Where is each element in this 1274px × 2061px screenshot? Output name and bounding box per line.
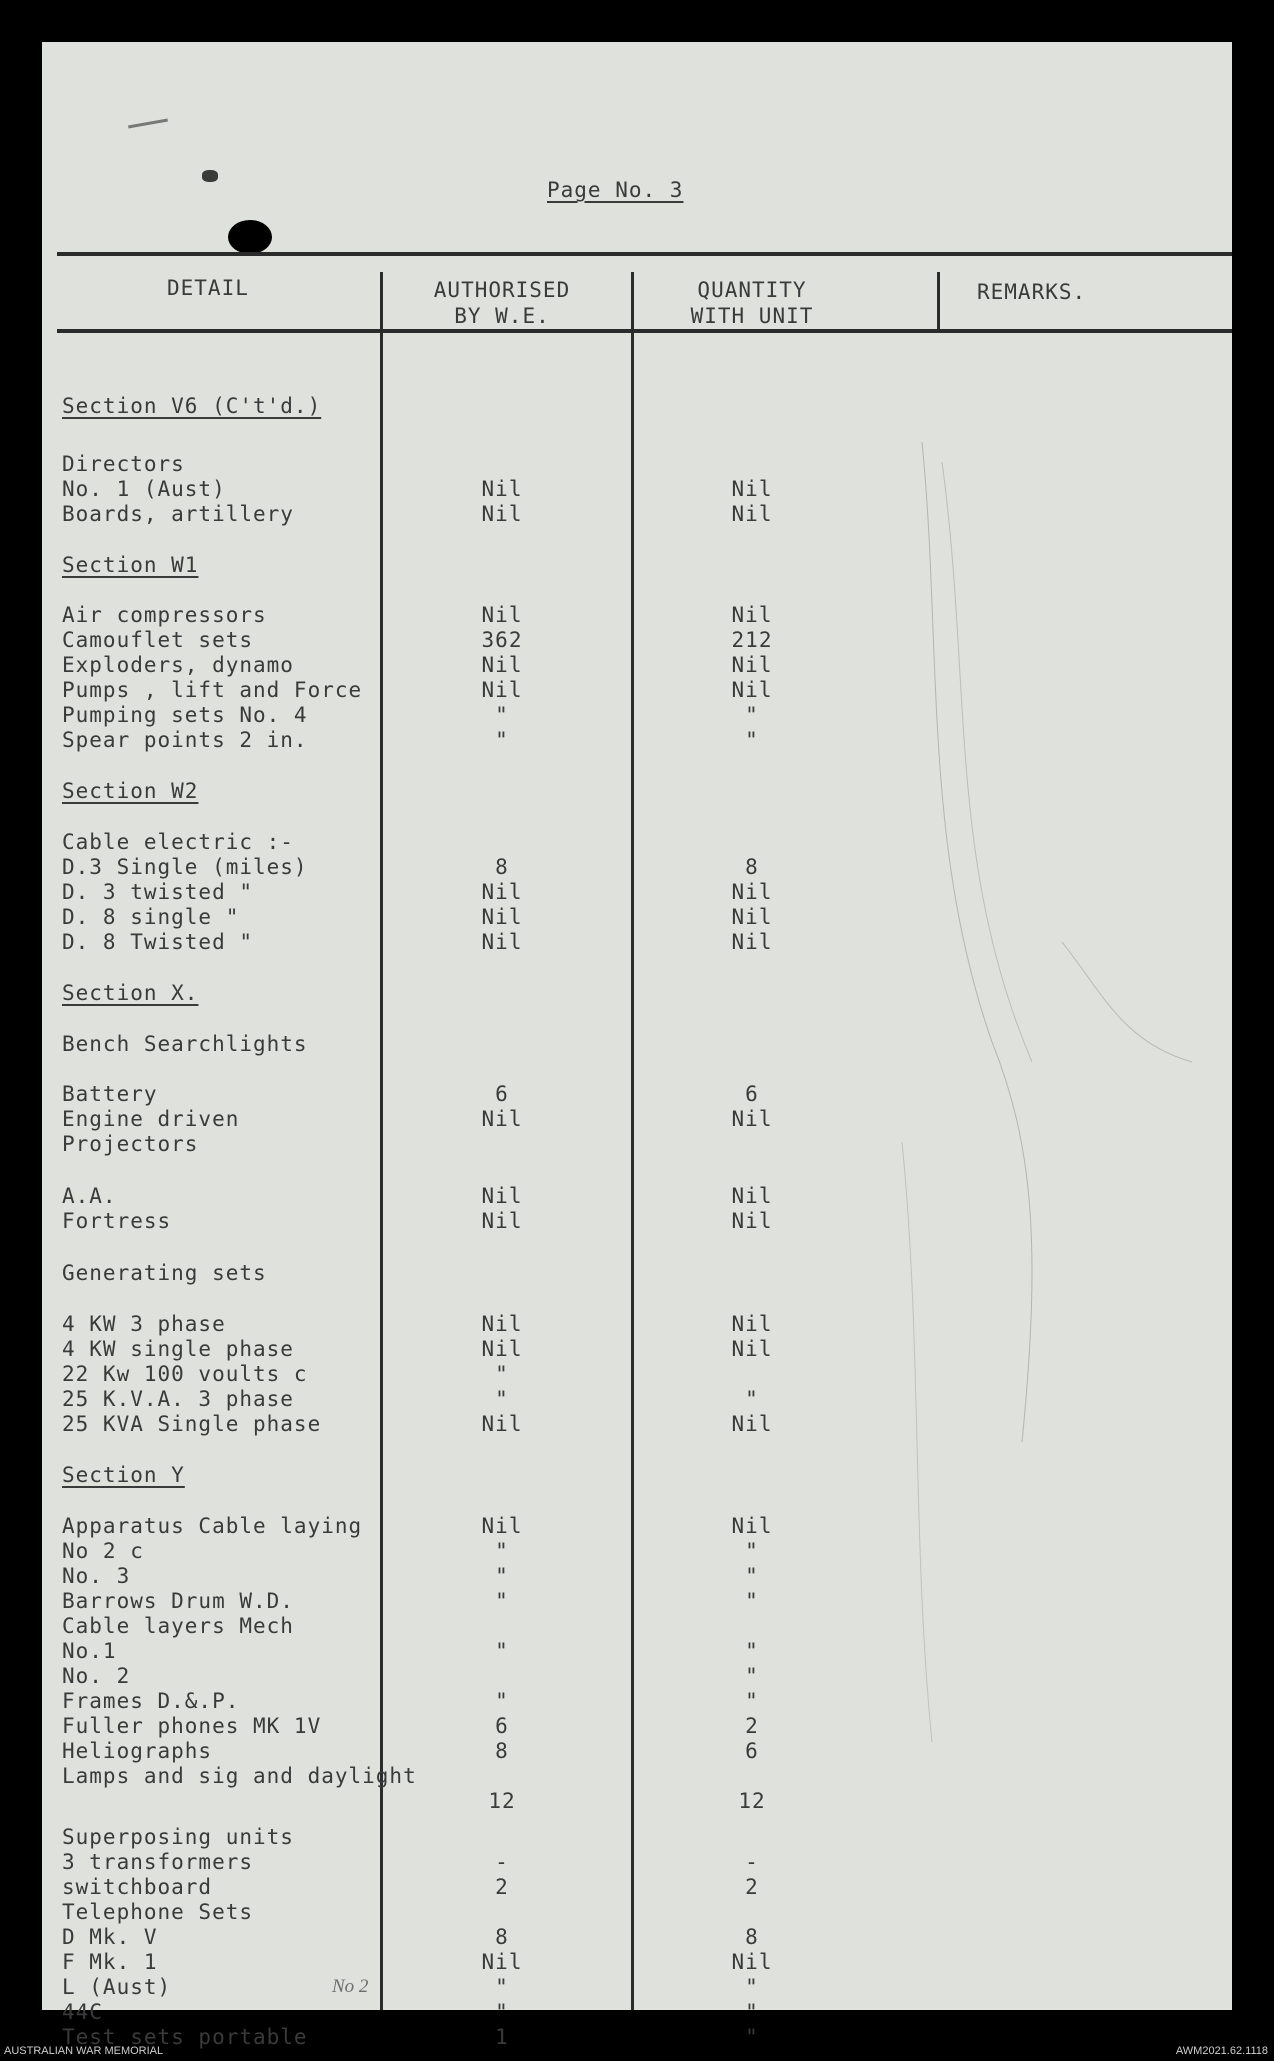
quantity-value: Nil <box>731 502 773 526</box>
authorised-value: Nil <box>481 1950 523 1974</box>
item-label: Air compressors <box>62 603 267 627</box>
quantity-value: Nil <box>731 1950 773 1974</box>
quantity-value: 212 <box>731 628 773 652</box>
quantity-value: Nil <box>731 603 773 627</box>
item-label: Generating sets <box>62 1261 267 1285</box>
quantity-value: Nil <box>731 1514 773 1538</box>
item-label: Heliographs <box>62 1739 213 1763</box>
item-label: Frames D.&.P. <box>62 1689 240 1713</box>
authorised-value: Nil <box>481 1514 523 1538</box>
quantity-value: 2 <box>745 1714 759 1738</box>
quantity-value: Nil <box>731 880 773 904</box>
authorised-value: Nil <box>481 603 523 627</box>
authorised-value: Nil <box>481 1337 523 1361</box>
authorised-value: Nil <box>481 930 523 954</box>
authorised-value: " <box>495 1589 509 1613</box>
quantity-value: " <box>745 2025 759 2049</box>
section-heading: Section Y <box>62 1463 185 1487</box>
quantity-value: " <box>745 1387 759 1411</box>
quantity-value: 2 <box>745 1875 759 1899</box>
item-label: Pumping sets No. 4 <box>62 703 308 727</box>
item-label: Superposing units <box>62 1825 294 1849</box>
quantity-value: Nil <box>731 930 773 954</box>
item-label: 3 transformers <box>62 1850 254 1874</box>
authorised-value: Nil <box>481 678 523 702</box>
quantity-value: 12 <box>738 1789 766 1813</box>
item-label: No 2 c <box>62 1539 144 1563</box>
authorised-value: 6 <box>495 1714 509 1738</box>
item-label: Projectors <box>62 1132 199 1156</box>
item-label: A.A. <box>62 1184 117 1208</box>
authorised-value: 12 <box>488 1789 516 1813</box>
item-label: Fortress <box>62 1209 172 1233</box>
handwritten-note: No 2 <box>332 1976 369 1997</box>
item-label: Apparatus Cable laying <box>62 1514 363 1538</box>
item-label: Engine driven <box>62 1107 240 1131</box>
authorised-value: " <box>495 1539 509 1563</box>
item-label: No. 2 <box>62 1664 131 1688</box>
quantity-value: Nil <box>731 1184 773 1208</box>
item-label: Barrows Drum W.D. <box>62 1589 294 1613</box>
quantity-value: - <box>745 1850 759 1874</box>
item-label: No. 3 <box>62 1564 131 1588</box>
authorised-header: BY W.E. <box>454 304 550 328</box>
authorised-value: " <box>495 1689 509 1713</box>
authorised-value: Nil <box>481 1412 523 1436</box>
footer-right: AWM2021.62.1118 <box>1175 2045 1268 2057</box>
item-label: switchboard <box>62 1875 213 1899</box>
authorised-header: AUTHORISED <box>433 278 571 302</box>
section-heading: Section V6 (C't'd.) <box>62 394 322 418</box>
authorised-value: Nil <box>481 1312 523 1336</box>
item-label: D Mk. V <box>62 1925 158 1949</box>
quantity-value: Nil <box>731 1209 773 1233</box>
footer-left: AUSTRALIAN WAR MEMORIAL <box>4 2045 164 2057</box>
item-label: Battery <box>62 1082 158 1106</box>
quantity-value: Nil <box>731 905 773 929</box>
authorised-value: Nil <box>481 477 523 501</box>
item-label: L (Aust) <box>62 1975 172 1999</box>
item-label: No.1 <box>62 1639 117 1663</box>
authorised-value: - <box>495 1850 509 1874</box>
quantity-value: Nil <box>731 1337 773 1361</box>
authorised-value: " <box>495 1639 509 1663</box>
authorised-value: 8 <box>495 855 509 879</box>
document-page <box>42 42 1232 2049</box>
authorised-value: " <box>495 1975 509 1999</box>
item-label: D. 8 Twisted " <box>62 930 254 954</box>
authorised-value: 8 <box>495 1925 509 1949</box>
quantity-value: " <box>745 1589 759 1613</box>
quantity-value: 6 <box>745 1739 759 1763</box>
quantity-value: " <box>745 703 759 727</box>
authorised-value: Nil <box>481 905 523 929</box>
quantity-header: WITH UNIT <box>690 304 814 328</box>
authorised-value: 6 <box>495 1082 509 1106</box>
item-label: Lamps and sig and daylight <box>62 1764 417 1788</box>
authorised-value: " <box>495 728 509 752</box>
item-label: Boards, artillery <box>62 502 294 526</box>
quantity-value: Nil <box>731 1312 773 1336</box>
item-label: Fuller phones MK 1V <box>62 1714 322 1738</box>
quantity-value: Nil <box>731 1107 773 1131</box>
authorised-value: " <box>495 1387 509 1411</box>
section-heading: Section W1 <box>62 553 199 577</box>
authorised-value: Nil <box>481 1209 523 1233</box>
authorised-value: Nil <box>481 1107 523 1131</box>
quantity-value: " <box>745 1664 759 1688</box>
item-label: D. 3 twisted " <box>62 880 254 904</box>
item-label: 22 Kw 100 voults c <box>62 1362 308 1386</box>
quantity-value: Nil <box>731 678 773 702</box>
quantity-header: QUANTITY <box>697 278 807 302</box>
quantity-value: " <box>745 1539 759 1563</box>
item-label: Exploders, dynamo <box>62 653 294 677</box>
item-label: Cable layers Mech <box>62 1614 294 1638</box>
authorised-value: 362 <box>481 628 523 652</box>
authorised-value: " <box>495 1362 509 1386</box>
item-label: F Mk. 1 <box>62 1950 158 1974</box>
item-label: 44C <box>62 2000 103 2024</box>
quantity-value: Nil <box>731 653 773 677</box>
authorised-value: Nil <box>481 653 523 677</box>
authorised-value: Nil <box>481 1184 523 1208</box>
quantity-value: " <box>745 1639 759 1663</box>
section-heading: Section W2 <box>62 779 199 803</box>
item-label: Directors <box>62 452 185 476</box>
item-label: Test sets portable <box>62 2025 308 2049</box>
quantity-value: Nil <box>731 1412 773 1436</box>
authorised-value: " <box>495 1564 509 1588</box>
authorised-value: " <box>495 2000 509 2024</box>
quantity-value: Nil <box>731 477 773 501</box>
item-label: Spear points 2 in. <box>62 728 308 752</box>
authorised-value: Nil <box>481 880 523 904</box>
quantity-value: 8 <box>745 855 759 879</box>
item-label: Telephone Sets <box>62 1900 254 1924</box>
detail-header: DETAIL <box>167 276 249 300</box>
page-title: Page No. 3 <box>547 178 684 202</box>
item-label: D. 8 single " <box>62 905 240 929</box>
item-label: Bench Searchlights <box>62 1032 308 1056</box>
authorised-value: 8 <box>495 1739 509 1763</box>
pencil-marks <box>42 42 1232 2010</box>
quantity-value: " <box>745 1689 759 1713</box>
item-label: Pumps , lift and Force <box>62 678 363 702</box>
quantity-value: " <box>745 2000 759 2024</box>
item-label: 25 K.V.A. 3 phase <box>62 1387 294 1411</box>
item-label: 4 KW 3 phase <box>62 1312 226 1336</box>
item-label: No. 1 (Aust) <box>62 477 226 501</box>
quantity-value: " <box>745 1564 759 1588</box>
quantity-value: " <box>745 728 759 752</box>
section-heading: Section X. <box>62 981 199 1005</box>
item-label: 25 KVA Single phase <box>62 1412 322 1436</box>
authorised-value: " <box>495 703 509 727</box>
authorised-value: 2 <box>495 1875 509 1899</box>
item-label: 4 KW single phase <box>62 1337 294 1361</box>
item-label: Camouflet sets <box>62 628 254 652</box>
remarks-header: REMARKS. <box>977 280 1087 304</box>
item-label: D.3 Single (miles) <box>62 855 308 879</box>
quantity-value: " <box>745 1975 759 1999</box>
authorised-value: Nil <box>481 502 523 526</box>
authorised-value: 1 <box>495 2025 509 2049</box>
quantity-value: 6 <box>745 1082 759 1106</box>
quantity-value: 8 <box>745 1925 759 1949</box>
item-label: Cable electric :- <box>62 830 294 854</box>
